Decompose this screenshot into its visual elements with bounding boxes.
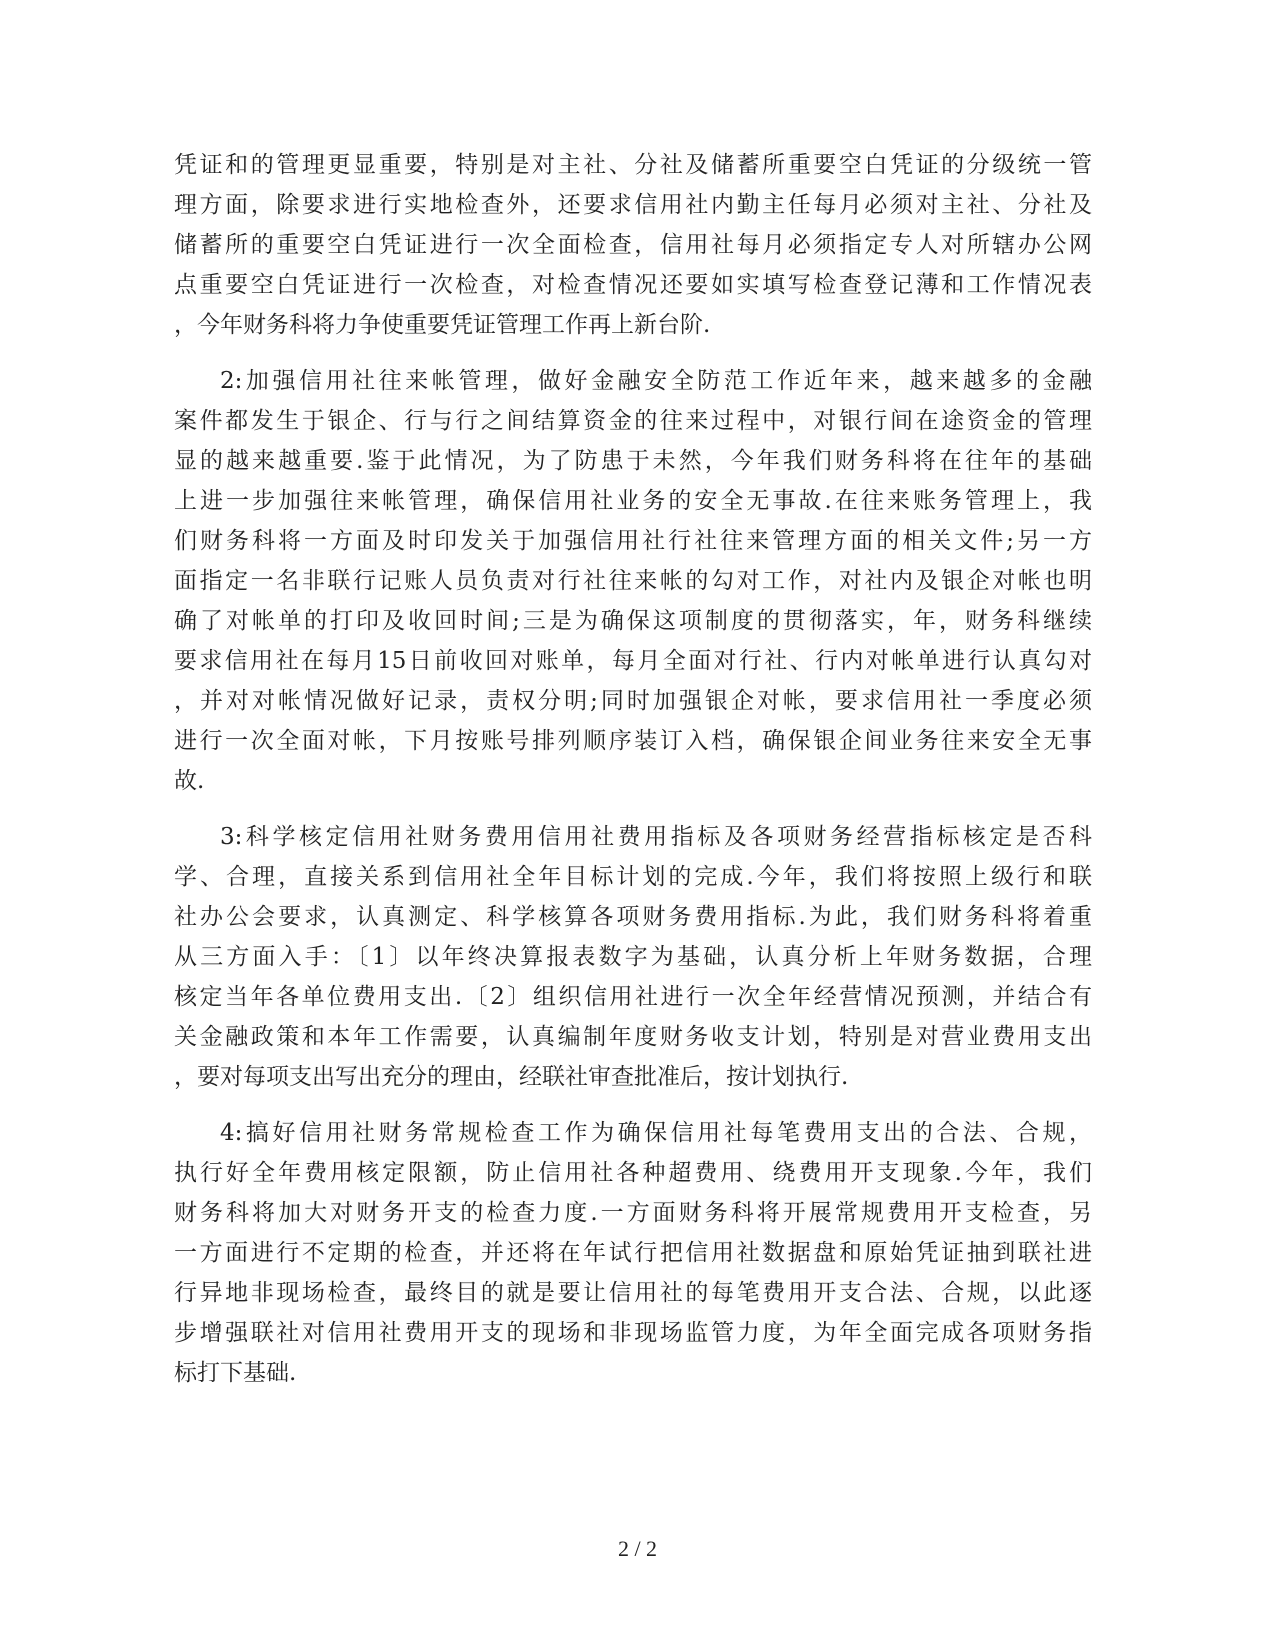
text-line: 进行一次全面对帐，下月按账号排列顺序装订入档，确保银企间业务往来安全无事 bbox=[174, 728, 1092, 754]
text-line: 一方面进行不定期的检查，并还将在年试行把信用社数据盘和原始凭证抽到联社进 bbox=[174, 1240, 1092, 1266]
paragraph-4 bbox=[174, 1113, 1092, 1393]
text-line: 凭证和的管理更显重要，特别是对主社、分社及储蓄所重要空白凭证的分级统一管 bbox=[174, 152, 1092, 178]
text-line: 点重要空白凭证进行一次检查，对检查情况还要如实填写检查登记薄和工作情况表 bbox=[174, 272, 1092, 298]
page-number: 2 / 2 bbox=[617, 1536, 658, 1561]
text-line: 从三方面入手：〔1〕以年终决算报表数字为基础，认真分析上年财务数据，合理 bbox=[174, 944, 1092, 970]
text-line: 执行好全年费用核定限额，防止信用社各种超费用、绕费用开支现象.今年，我们 bbox=[174, 1160, 1092, 1186]
paragraph-gap bbox=[174, 345, 1092, 361]
text-line: 们财务科将一方面及时印发关于加强信用社行社往来管理方面的相关文件;另一方 bbox=[174, 528, 1092, 554]
text-line: 面指定一名非联行记账人员负责对行社往来帐的勾对工作，对社内及银企对帐也明 bbox=[174, 568, 1092, 594]
text-line: 案件都发生于银企、行与行之间结算资金的往来过程中，对银行间在途资金的管理 bbox=[174, 408, 1092, 434]
text-line: 上进一步加强往来帐管理，确保信用社业务的安全无事故.在往来账务管理上，我 bbox=[174, 488, 1092, 514]
text-line: 要求信用社在每月15日前收回对账单，每月全面对行社、行内对帐单进行认真勾对 bbox=[174, 648, 1092, 674]
document-body bbox=[174, 145, 1092, 1393]
text-line: 关金融政策和本年工作需要，认真编制年度财务收支计划，特别是对营业费用支出 bbox=[174, 1024, 1092, 1050]
paragraph-2 bbox=[174, 361, 1092, 801]
text-line: ，今年财务科将力争使重要凭证管理工作再上新台阶. bbox=[174, 312, 711, 338]
text-line: 财务科将加大对财务开支的检查力度.一方面财务科将开展常规费用开支检查，另 bbox=[174, 1200, 1092, 1226]
text-line: 核定当年各单位费用支出.〔2〕组织信用社进行一次全年经营情况预测，并结合有 bbox=[174, 984, 1092, 1010]
text-line: 2:加强信用社往来帐管理，做好金融安全防范工作近年来，越来越多的金融 bbox=[220, 368, 1092, 394]
text-line: 显的越来越重要.鉴于此情况，为了防患于未然，今年我们财务科将在往年的基础 bbox=[174, 448, 1092, 474]
paragraph-gap bbox=[174, 1097, 1092, 1113]
text-line: 行异地非现场检查，最终目的就是要让信用社的每笔费用开支合法、合规，以此逐 bbox=[174, 1280, 1092, 1306]
text-line: 步增强联社对信用社费用开支的现场和非现场监管力度，为年全面完成各项财务指 bbox=[174, 1320, 1092, 1346]
text-line: 故. bbox=[174, 768, 205, 794]
text-line: 学、合理，直接关系到信用社全年目标计划的完成.今年，我们将按照上级行和联 bbox=[174, 864, 1092, 890]
text-line: 理方面，除要求进行实地检查外，还要求信用社内勤主任每月必须对主社、分社及 bbox=[174, 192, 1092, 218]
text-line: 3:科学核定信用社财务费用信用社费用指标及各项财务经营指标核定是否科 bbox=[220, 824, 1092, 850]
text-line: 标打下基础. bbox=[174, 1360, 297, 1386]
text-line: 储蓄所的重要空白凭证进行一次全面检查，信用社每月必须指定专人对所辖办公网 bbox=[174, 232, 1092, 258]
paragraph-1 bbox=[174, 145, 1092, 345]
text-line: ，并对对帐情况做好记录，责权分明;同时加强银企对帐，要求信用社一季度必须 bbox=[174, 688, 1092, 714]
text-line: 4:搞好信用社财务常规检查工作为确保信用社每笔费用支出的合法、合规， bbox=[220, 1120, 1092, 1146]
text-line: 确了对帐单的打印及收回时间;三是为确保这项制度的贯彻落实，年，财务科继续 bbox=[174, 608, 1092, 634]
paragraph-3 bbox=[174, 817, 1092, 1097]
text-line: ，要对每项支出写出充分的理由，经联社审查批准后，按计划执行. bbox=[174, 1064, 849, 1090]
text-line: 社办公会要求，认真测定、科学核算各项财务费用指标.为此，我们财务科将着重 bbox=[174, 904, 1092, 930]
paragraph-gap bbox=[174, 801, 1092, 817]
